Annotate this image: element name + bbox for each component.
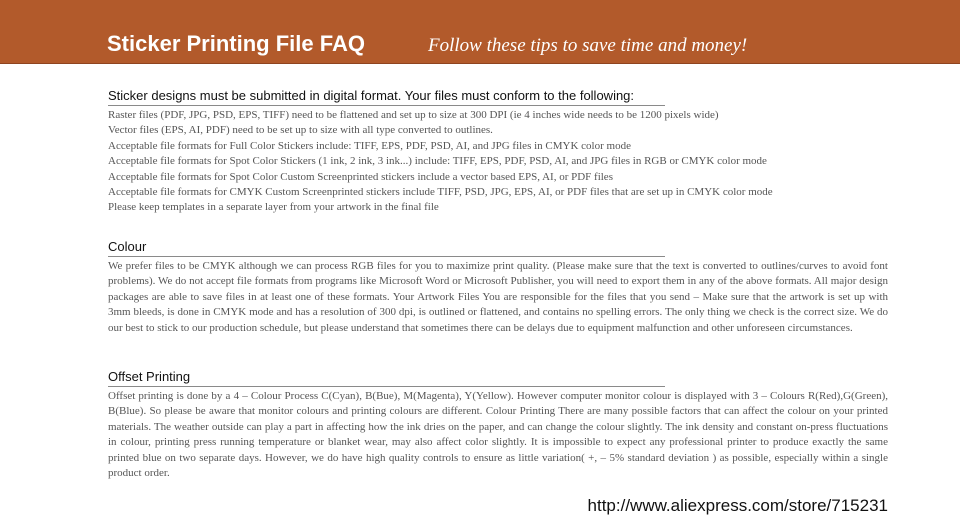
list-item: Acceptable file formats for Spot Color Custom Screenprinted stickers include a vector based EPS, AI, or PDF files (108, 170, 613, 183)
requirements-heading: Sticker designs must be submitted in digital format. Your files must conform to the following: (108, 88, 635, 103)
list-item: Raster files (PDF, JPG, PSD, EPS, TIFF) need to be flattened and set up to size at 300 DPI (ie 4 inches wide needs to be 1200 pixels wide) (108, 109, 719, 121)
colour-paragraph: We prefer files to be CMYK although we can process RGB files for you to maximize print quality. (Please make sure that the text is converted to outlines/curves to avoid font problems). We do not accept file formats from programs like Microsoft Word or Microsoft Publisher, you will need to export them in any of the above formats. All major design packages are able to save files in at least one of these formats. Your Artwork Files You are responsible for the files that you send – Make sure that the artwork is set up with 3mm bleeds, is done in CMYK mode and has a resolution of 300 dpi, is outlined or flattened, and contains no spelling errors. The only thing we check is the correct size. We do our best to stick to our production schedule, but please understand that sometimes there can be delays due to equipment malfunction and other unforeseen circumstances. (108, 260, 888, 334)
colour-divider (108, 256, 665, 257)
list-item: Vector files (EPS, AI, PDF) need to be set up to size with all type converted to outlines. (108, 124, 493, 137)
list-item: Acceptable file formats for Full Color Stickers include: TIFF, EPS, PDF, PSD, AI, and JPG files in CMYK color mode (108, 139, 631, 152)
offset-divider (108, 386, 665, 387)
list-item: Please keep templates in a separate layer from your artwork in the final file (108, 201, 439, 214)
page-title: Sticker Printing File FAQ (107, 31, 365, 56)
list-item: Acceptable file formats for Spot Color Stickers (1 ink, 2 ink, 3 ink...) include: TIFF, EPS, PDF, PSD, AI, and JPG files in RGB or CMYK color mode (108, 155, 767, 168)
colour-heading: Colour (108, 239, 147, 254)
header-banner (0, 0, 960, 64)
requirements-list (108, 108, 888, 216)
requirements-section (108, 88, 888, 216)
offset-section (108, 369, 888, 481)
offset-heading: Offset Printing (108, 369, 191, 384)
requirements-divider (108, 105, 665, 106)
list-item: Acceptable file formats for CMYK Custom Screenprinted stickers include TIFF, PSD, JPG, EPS, AI, or PDF files that are set up in CMYK color mode (108, 186, 773, 199)
offset-paragraph: Offset printing is done by a 4 – Colour Process C(Cyan), B(Bue), M(Magenta), Y(Yellow). However computer monitor colour is displayed with 3 – Colours R(Red),G(Green), B(Blue). So please be aware that monitor colours and printing colours are different. Colour Printing There are many possible factors that can affect the colour on your printed materials. The weather outside can play a part in affecting how the ink dries on the paper, and can change the colour slightly. The ink density and constant on-press fluctuations in colour, printing press running temperature or blanket wear, may also affect color slightly. It is impossible to expect any professional printer to produce exactly the same printed blue on two separate days. However, we do have high quality controls to ensure as little variation( +, – 5% standard deviation ) as possible, especially within a single product order. (108, 390, 888, 480)
store-url-link[interactable]: http://www.aliexpress.com/store/715231 (587, 496, 888, 515)
colour-section (108, 239, 888, 336)
page-tagline: Follow these tips to save time and money! (428, 35, 748, 56)
